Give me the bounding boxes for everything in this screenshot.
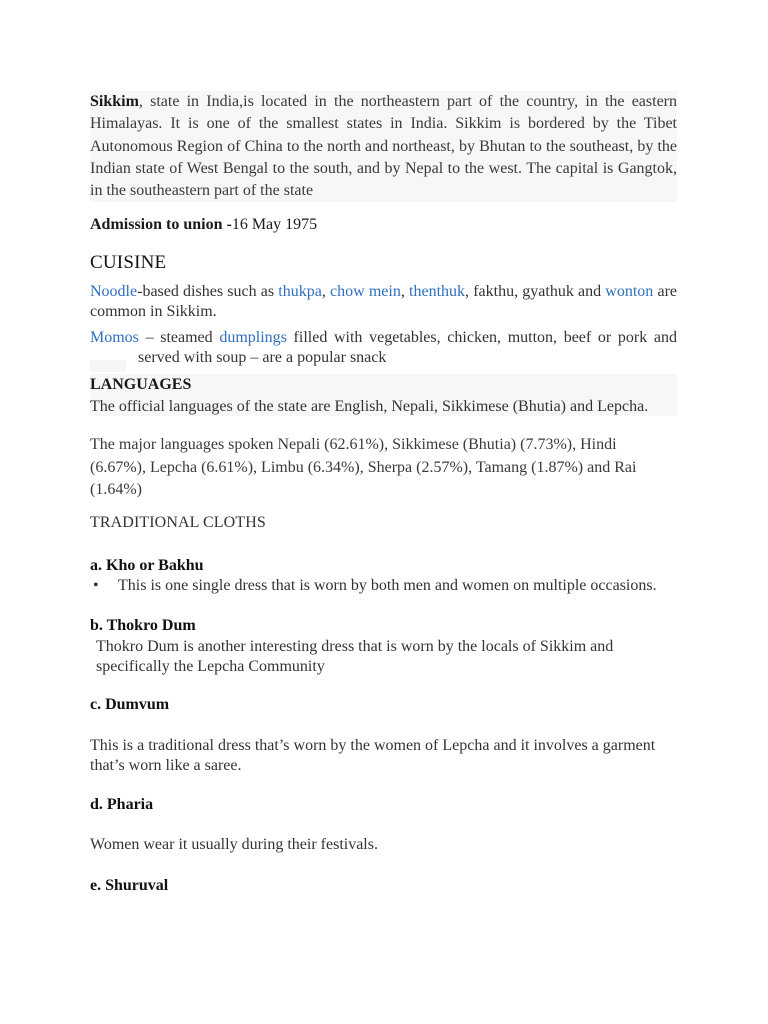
thenthuk-link[interactable]: thenthuk <box>409 283 466 300</box>
pharia-text: Women wear it usually during their festivals. <box>90 836 378 853</box>
momos-text-2: filled with vegetables, chicken, mutton, beef or pork and served with soup – are a popular snack <box>138 329 678 366</box>
noodle-text-3: are common in Sikkim. <box>90 283 678 320</box>
shuruval-heading: e. Shuruval <box>90 877 169 894</box>
intro-paragraph <box>90 91 677 202</box>
dumplings-link[interactable]: dumplings <box>219 329 287 346</box>
list-item <box>93 577 693 595</box>
intro-bold-term: Sikkim <box>90 93 139 110</box>
momos-paragraph <box>90 328 677 368</box>
thukpa-link[interactable]: thukpa <box>278 283 322 300</box>
intro-text: , state in India,is located in the northeastern part of the country, in the eastern Himalayas. It is one of the smallest states in India. Sikkim is bordered by the Tibet Autonomous Region of China to the north and northeast, by Bhutan to the southeast, by the Indian state of West Bengal to the south, and by Nepal to the west. The capital is Gangtok, in the southeastern part of the state <box>90 93 677 200</box>
official-languages-text: The official languages of the state are English, Nepali, Sikkimese (Bhutia) and Lepcha. <box>90 398 649 415</box>
dumvum-heading: c. Dumvum <box>90 696 170 713</box>
chow-mein-link[interactable]: chow mein <box>330 283 401 300</box>
comma-1: , <box>321 283 330 300</box>
kho-text: This is one single dress that is worn by both men and women on multiple occasions. <box>118 577 657 594</box>
pharia-heading: d. Pharia <box>90 796 154 813</box>
traditional-cloths-heading: TRADITIONAL CLOTHS <box>90 514 266 531</box>
noodle-text-2: , fakthu, gyathuk and <box>465 283 606 300</box>
noodle-text-1: -based dishes such as <box>137 283 279 300</box>
wonton-link[interactable]: wonton <box>605 283 654 300</box>
noodles-paragraph <box>90 282 677 322</box>
admission-label: Admission to union - <box>90 216 232 233</box>
admission-line <box>90 216 677 234</box>
thokro-heading: b. Thokro Dum <box>90 617 196 634</box>
cuisine-heading: CUISINE <box>90 252 167 273</box>
admission-value: 16 May 1975 <box>231 216 318 233</box>
comma-2: , <box>400 283 410 300</box>
momos-text-1: – steamed <box>138 329 220 346</box>
dumvum-text: This is a traditional dress that’s worn by the women of Lepcha and it involves a garment that’s worn like a saree. <box>90 737 656 774</box>
kho-heading: a. Kho or Bakhu <box>90 557 204 574</box>
bullet-icon: • <box>93 577 99 594</box>
momos-link[interactable]: Momos <box>90 329 139 346</box>
languages-heading: LANGUAGES <box>90 376 192 393</box>
languages-section <box>90 374 677 416</box>
noodle-link[interactable]: Noodle <box>90 283 138 300</box>
thokro-text: Thokro Dum is another interesting dress that is worn by the locals of Sikkim and specifically the Lepcha Community <box>96 638 614 675</box>
major-languages-paragraph: The major languages spoken Nepali (62.61%), Sikkimese (Bhutia) (7.73%), Hindi (6.67%), Lepcha (6.61%), Limbu (6.34%), Sherpa (2.57%), Tamang (1.87%) and Rai (1.64%) <box>90 436 637 498</box>
